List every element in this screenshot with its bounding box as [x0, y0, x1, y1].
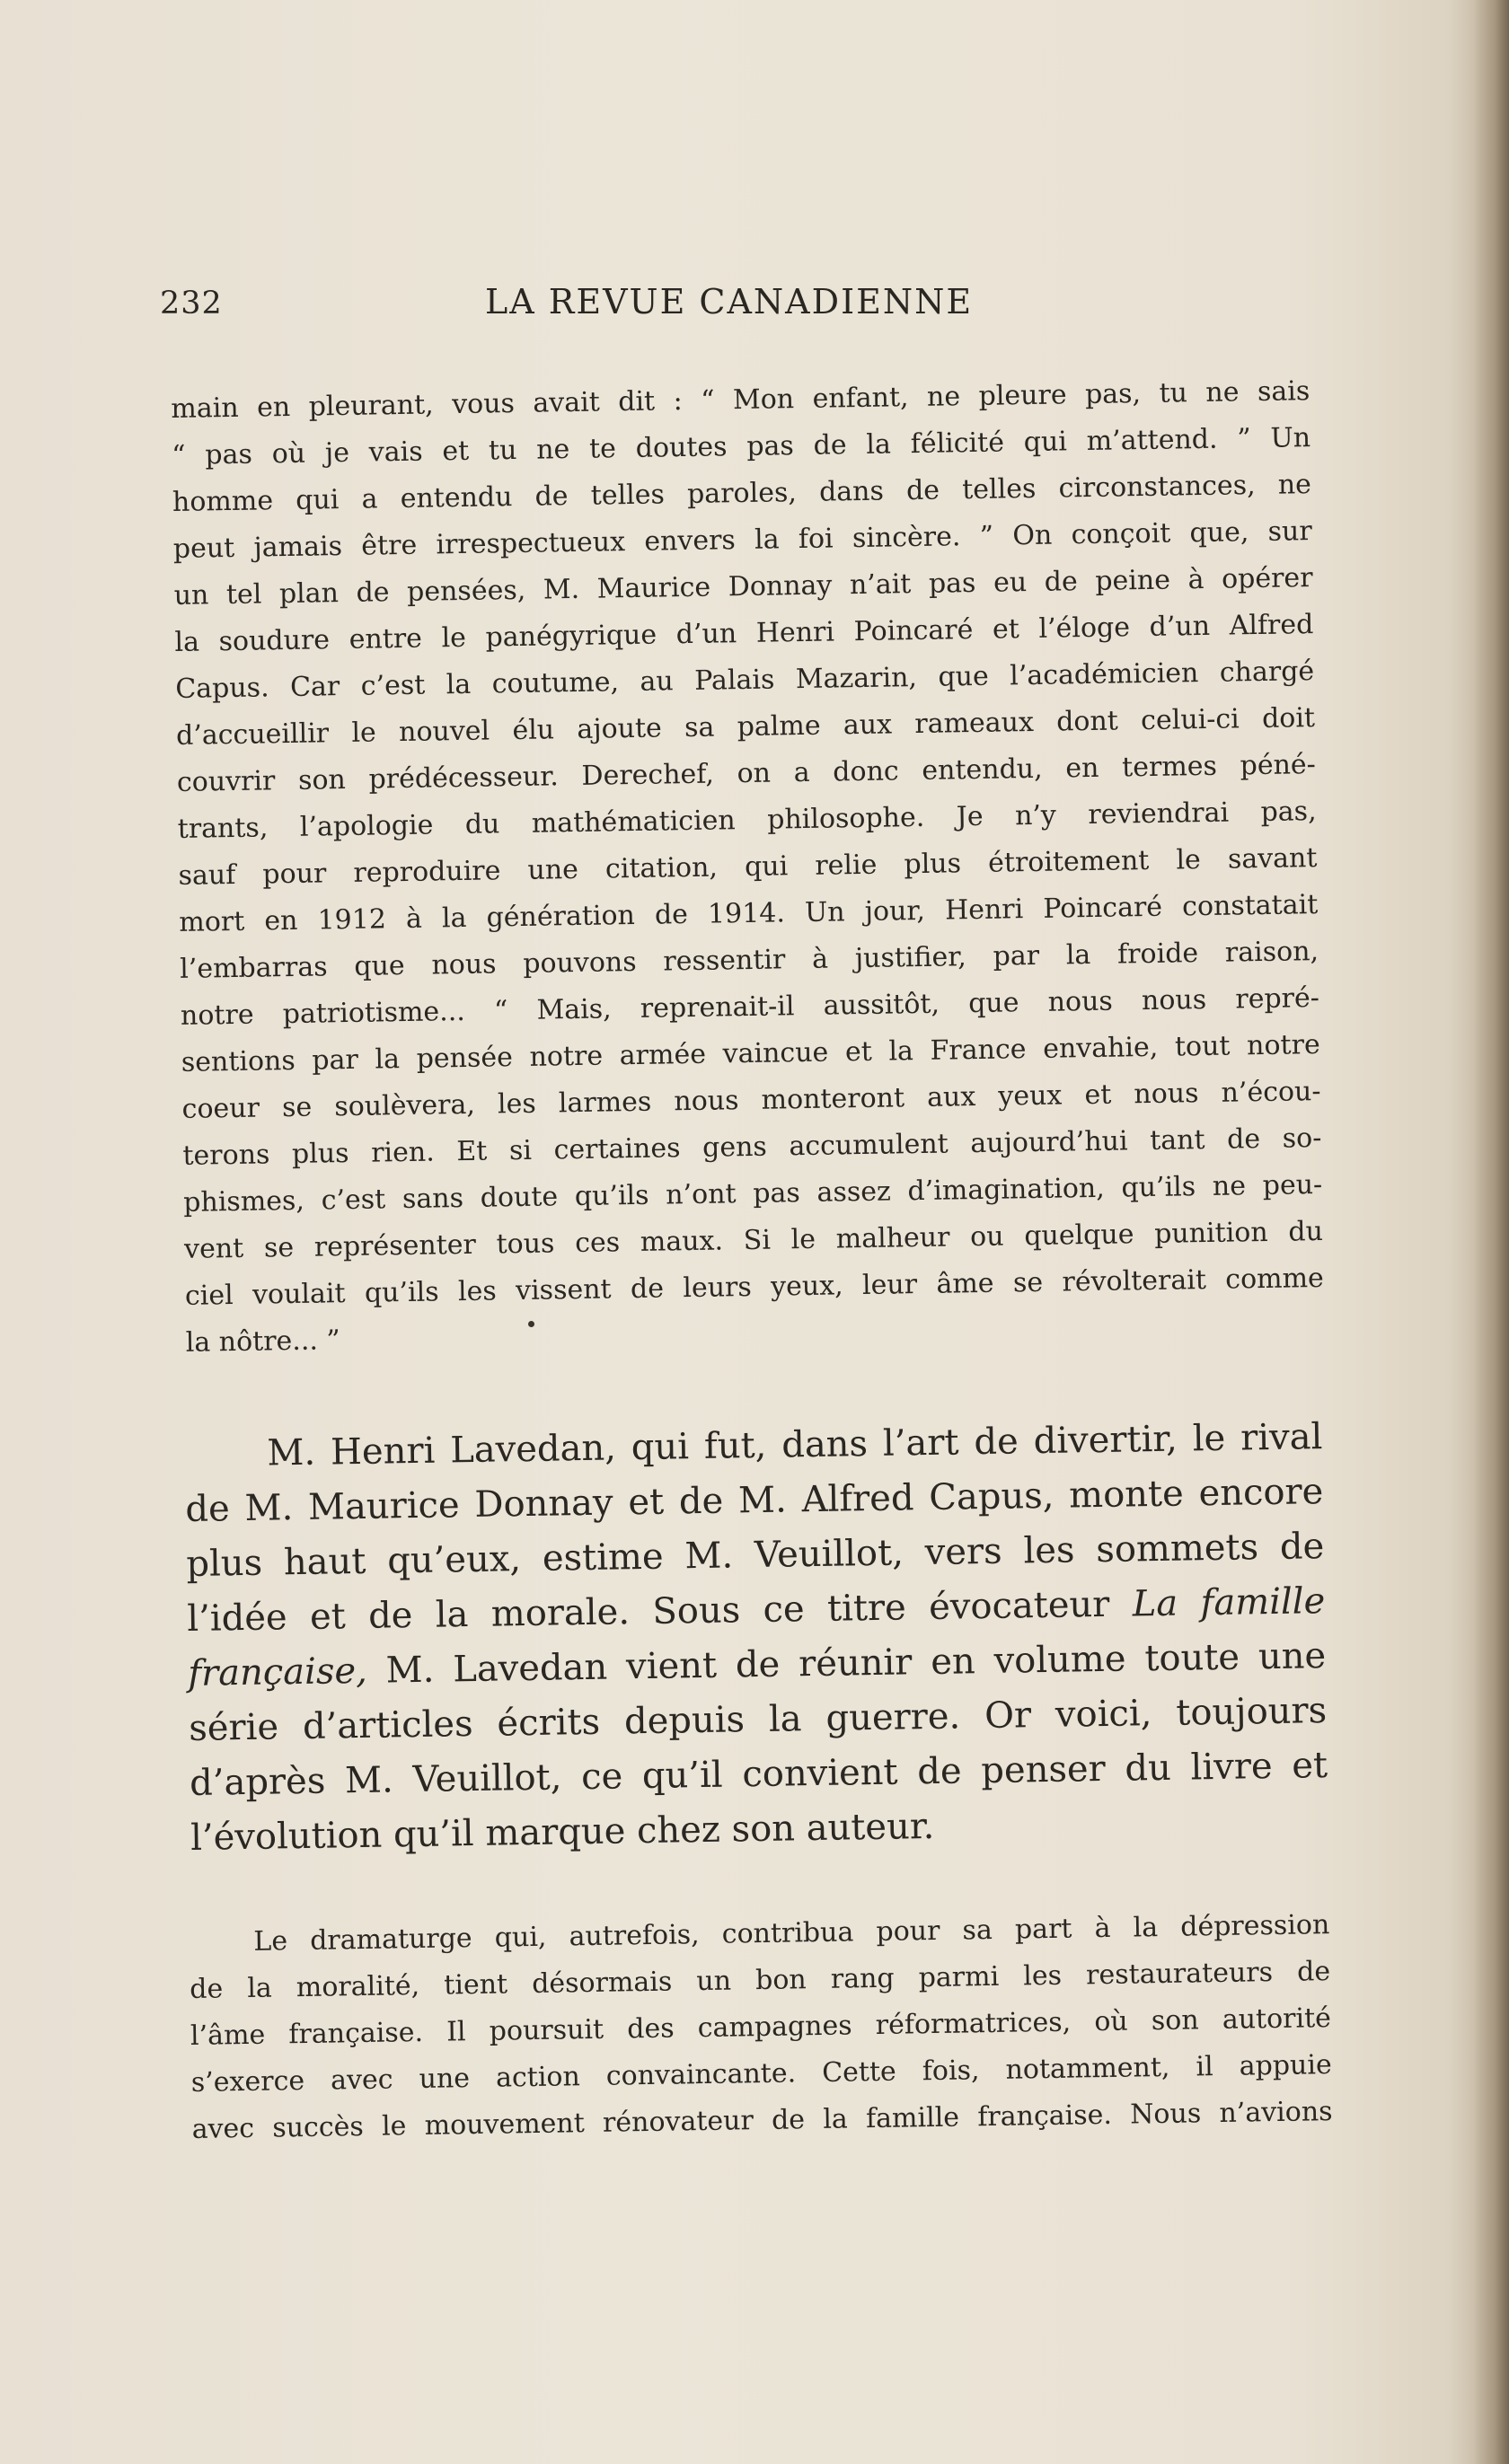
text-line: terons plus rien. Et si certaines gens accumulent aujourd’hui tant de so-: [182, 1122, 1322, 1172]
journal-title: LA REVUE CANADIENNE: [485, 282, 974, 321]
text-line: de la moralité, tient désormais un bon rang parmi les restaurateurs de: [189, 1956, 1331, 2005]
text-line: M. Henri Lavedan, qui fut, dans l’art de divertir, le rival: [267, 1416, 1323, 1474]
text-line: sauf pour reproduire une citation, qui relie plus étroitement le savant: [178, 842, 1318, 892]
text-line: mort en 1912 à la génération de 1914. Un jour, Henri Poincaré constatait: [179, 889, 1319, 938]
quoted-passage-1: [171, 368, 1325, 1367]
text-segment: M. Lavedan vient de réunir en volume toute une: [366, 1635, 1327, 1692]
text-line: notre patriotisme... “ Mais, reprenait-il aussitôt, que nous nous repré-: [180, 981, 1320, 1032]
text-line: avec succès le mouvement rénovateur de la famille française. Nous n’avions: [191, 2096, 1333, 2145]
main-paragraph: [184, 1410, 1329, 1866]
text-line: l’embarras que nous pouvons ressentir à justifier, par la froide raison,: [179, 936, 1319, 985]
text-line: “ pas où je vais et tu ne te doutes pas de la félicité qui m’attend. ” Un: [171, 422, 1311, 471]
text-line: peut jamais être irrespectueux envers la foi sincère. ” On conçoit que, sur: [172, 515, 1312, 565]
text-line: d’après M. Veuillot, ce qu’il convient de penser du livre et: [189, 1745, 1328, 1804]
running-head: [160, 282, 1004, 330]
text-line: l’évolution qu’il marque chez son auteur.: [190, 1805, 935, 1859]
book-title-part-1: La famille: [1132, 1580, 1326, 1625]
text-line: phismes, c’est sans doute qu’ils n’ont pas assez d’imagination, qu’ils ne peu-: [183, 1168, 1323, 1219]
text-line: Le dramaturge qui, autrefois, contribua pour sa part à la dépression: [253, 1909, 1330, 1958]
text-line: coeur se soulèvera, les larmes nous monteront aux yeux et nous n’écou-: [181, 1075, 1321, 1125]
text-line: main en pleurant, vous avait dit : “ Mon enfant, ne pleure pas, tu ne sais: [171, 375, 1310, 425]
text-line: Capus. Car c’est la coutume, au Palais Mazarin, que l’académicien chargé: [175, 656, 1315, 705]
text-line: s’exerce avec une action convaincante. Cette fois, notamment, il appuie: [190, 2049, 1332, 2099]
text-line: vent se représenter tous ces maux. Si le malheur ou quelque punition du: [183, 1215, 1324, 1265]
page-number: 232: [160, 286, 223, 321]
text-line: d’accueillir le nouvel élu ajoute sa palme aux rameaux dont celui-ci doit: [175, 702, 1316, 752]
spine-shadow: [1473, 0, 1509, 2464]
text-line: la soudure entre le panégyrique d’un Henri Poincaré et l’éloge d’un Alfred: [174, 609, 1314, 658]
text-line: un tel plan de pensées, M. Maurice Donnay n’ait pas eu de peine à opérer: [173, 562, 1313, 612]
book-title-part-2: française,: [187, 1650, 368, 1694]
text-line: homme qui a entendu de telles paroles, dans de telles circonstances, ne: [172, 469, 1312, 518]
text-segment: l’idée et de la morale. Sous ce titre évocateur: [186, 1583, 1134, 1640]
text-line: plus haut qu’eux, estime M. Veuillot, vers les sommets de: [186, 1526, 1325, 1585]
text-line: série d’articles écrits depuis la guerre. Or voici, toujours: [188, 1690, 1328, 1749]
text-line: trants, l’apologie du mathématicien philosophe. Je n’y reviendrai pas,: [177, 796, 1317, 845]
ink-speck: [528, 1321, 534, 1327]
text-line: couvrir son prédécesseur. Derechef, on a donc entendu, en termes péné-: [176, 749, 1317, 798]
text-line: l’âme française. Il poursuit des campagnes réformatrices, où son autorité: [190, 2002, 1332, 2052]
text-line: ciel voulait qu’ils les vissent de leurs yeux, leur âme se révolterait comme: [184, 1262, 1325, 1312]
text-line: de M. Maurice Donnay et de M. Alfred Capus, monte encore: [185, 1471, 1324, 1530]
quoted-passage-2: [189, 1902, 1333, 2153]
text-line: la nôtre... ”: [185, 1324, 341, 1359]
text-line: sentions par la pensée notre armée vaincue et la France envahie, tout notre: [181, 1028, 1320, 1078]
